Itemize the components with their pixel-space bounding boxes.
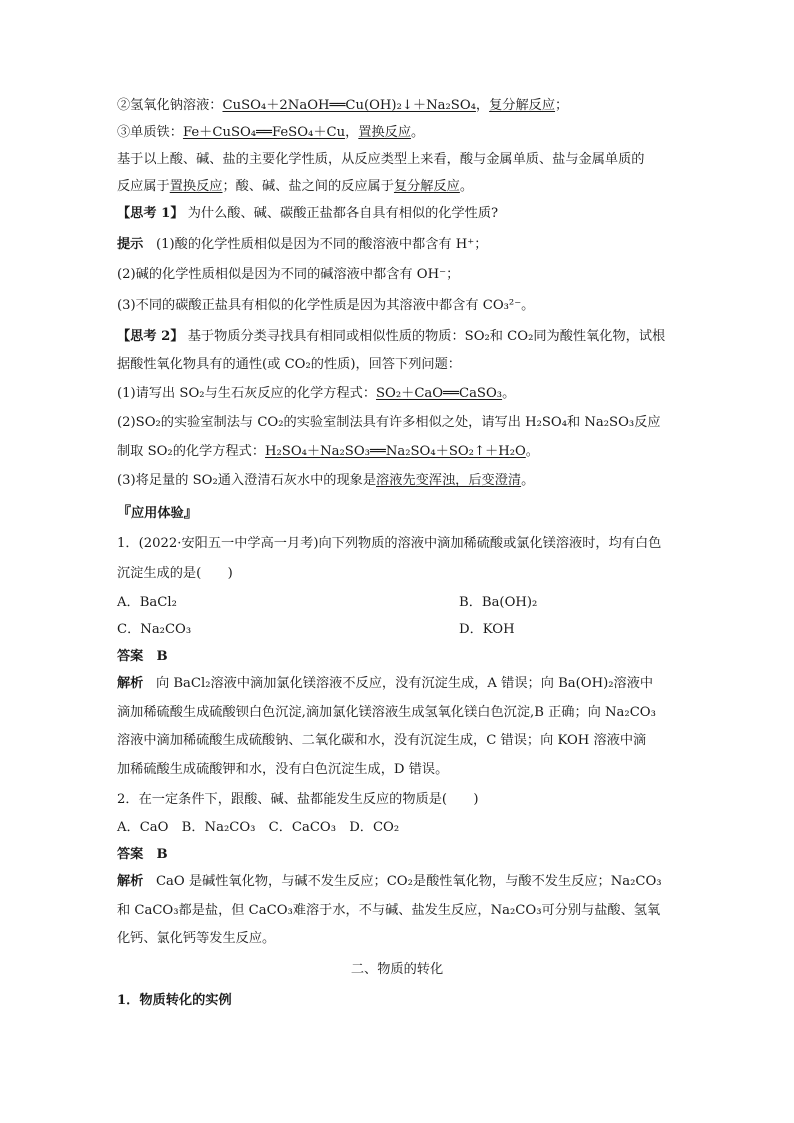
think2-q2-line-2: 制取 SO₂的化学方程式：H₂SO₄＋Na₂SO₃══Na₂SO₄＋SO₂↑＋H₂O。 [117,444,539,459]
question-2-explanation-1: 解析 CaO 是碱性氧化物，与碱不发生反应；CO₂是酸性氧化物，与酸不发生反应；Na₂CO₃ [117,874,662,889]
think-tag: 【思考 2】 [117,329,184,344]
equation: Fe＋CuSO₄══FeSO₄＋Cu [182,125,346,140]
explanation-label: 解析 [117,676,144,691]
question-1-explanation-1: 解析 向 BaCl₂溶液中滴加氯化镁溶液不反应，没有沉淀生成，A 错误；向 Ba(OH)₂溶液中 [117,676,654,691]
summary-line-2: 反应属于置换反应；酸、碱、盐之间的反应属于复分解反应。 [117,179,474,194]
question-1-options-row-1 [117,593,538,613]
question-1-explanation-2: 滴加稀硫酸生成硫酸钡白色沉淀,滴加氯化镁溶液生成氢氧化镁白色沉淀,B 正确；向 Na₂CO₃ [117,705,656,720]
question-1-explanation-3: 溶液中滴加稀硫酸生成硫酸钠、二氧化碳和水，没有沉淀生成，C 错误；向 KOH 溶液中滴 [117,733,647,748]
hint-label: 提示 [117,237,144,252]
think-tag: 【思考 1】 [117,206,184,221]
question-2-explanation-2: 和 CaCO₃都是盐，但 CaCO₃难溶于水，不与碱、盐发生反应，Na₂CO₃可分别与盐酸、氢氧 [117,903,661,918]
think2-intro-2: 据酸性氧化物具有的通性(或 CO₂的性质)，回答下列问题： [117,357,461,372]
think1-hint-1: 提示 (1)酸的化学性质相似是因为不同的酸溶液中都含有 H⁺； [117,237,488,252]
section-apply-heading: 『应用体验』 [117,505,198,521]
answer-fill: H₂SO₄＋Na₂SO₃══Na₂SO₄＋SO₂↑＋H₂O [265,444,526,459]
think2-q3: (3)将足量的 SO₂通入澄清石灰水中的现象是溶液先变浑浊，后变澄清。 [117,473,535,488]
explanation-label: 解析 [117,874,144,889]
option-c: C．Na₂CO₃ [117,622,192,637]
think2-q1: (1)请写出 SO₂与生石灰反应的化学方程式：SO₂＋CaO══CaSO₃。 [117,386,516,401]
reaction-fe: ③单质铁：Fe＋CuSO₄══FeSO₄＋Cu，置换反应。 [117,125,425,140]
question-2-options: A．CaO B．Na₂CO₃ C．CaCO₃ D．CO₂ [117,820,400,835]
think1-hint-2: (2)碱的化学性质相似是因为不同的碱溶液中都含有 OH⁻； [117,267,460,282]
question-2-answer: 答案 B [117,847,168,862]
question-1-stem-2: 沉淀生成的是( ) [117,566,233,581]
question-1-options-row-2 [117,620,515,640]
question-2-explanation-3: 化钙、氯化钙等发生反应。 [117,931,276,946]
answer-fill: SO₂＋CaO══CaSO₃ [376,386,503,401]
section-2-heading: 二、物质的转化 [350,962,444,977]
answer-fill: 置换反应 [169,179,223,194]
summary-line-1: 基于以上酸、碱、盐的主要化学性质，从反应类型上来看，酸与金属单质、盐与金属单质的 [117,152,645,167]
reaction-naoh: ②氢氧化钠溶液：CuSO₄＋2NaOH══Cu(OH)₂↓＋Na₂SO₄，复分解反应； [117,98,569,113]
option-a: A．BaCl₂ [117,595,177,610]
reaction-type: 置换反应 [358,125,412,140]
equation: CuSO₄＋2NaOH══Cu(OH)₂↓＋Na₂SO₄ [222,98,476,113]
question-2-stem: 2．在一定条件下，跟酸、碱、盐都能发生反应的物质是( ) [117,792,479,807]
reaction-type: 复分解反应 [489,98,556,113]
question-1-explanation-4: 加稀硫酸生成硫酸钾和水，没有白色沉淀生成，D 错误。 [117,762,449,777]
option-d: D．KOH [459,622,515,637]
option-b: B．Ba(OH)₂ [459,595,538,610]
think2-intro-1: 【思考 2】 基于物质分类寻找具有相同或相似性质的物质：SO₂和 CO₂同为酸性氧化物，试根 [117,329,666,344]
question-1-stem-1: 1．(2022·安阳五一中学高一月考)向下列物质的溶液中滴加稀硫酸或氯化镁溶液时，均有白色 [117,536,662,551]
answer-fill: 复分解反应 [393,179,460,194]
answer-fill: 溶液先变浑浊，后变澄清 [376,473,522,488]
think2-q2-line-1: (2)SO₂的实验室制法与 CO₂的实验室制法具有许多相似之处，请写出 H₂SO₄和 Na₂SO₃反应 [117,415,661,430]
subsection-heading: 1．物质转化的实例 [117,993,232,1008]
think1-hint-3: (3)不同的碳酸正盐具有相似的化学性质是因为其溶液中都含有 CO₃²⁻。 [117,298,535,313]
question-1-answer: 答案 B [117,649,168,664]
think1-question: 【思考 1】 为什么酸、碱、碳酸正盐都各自具有相似的化学性质? [117,206,499,221]
